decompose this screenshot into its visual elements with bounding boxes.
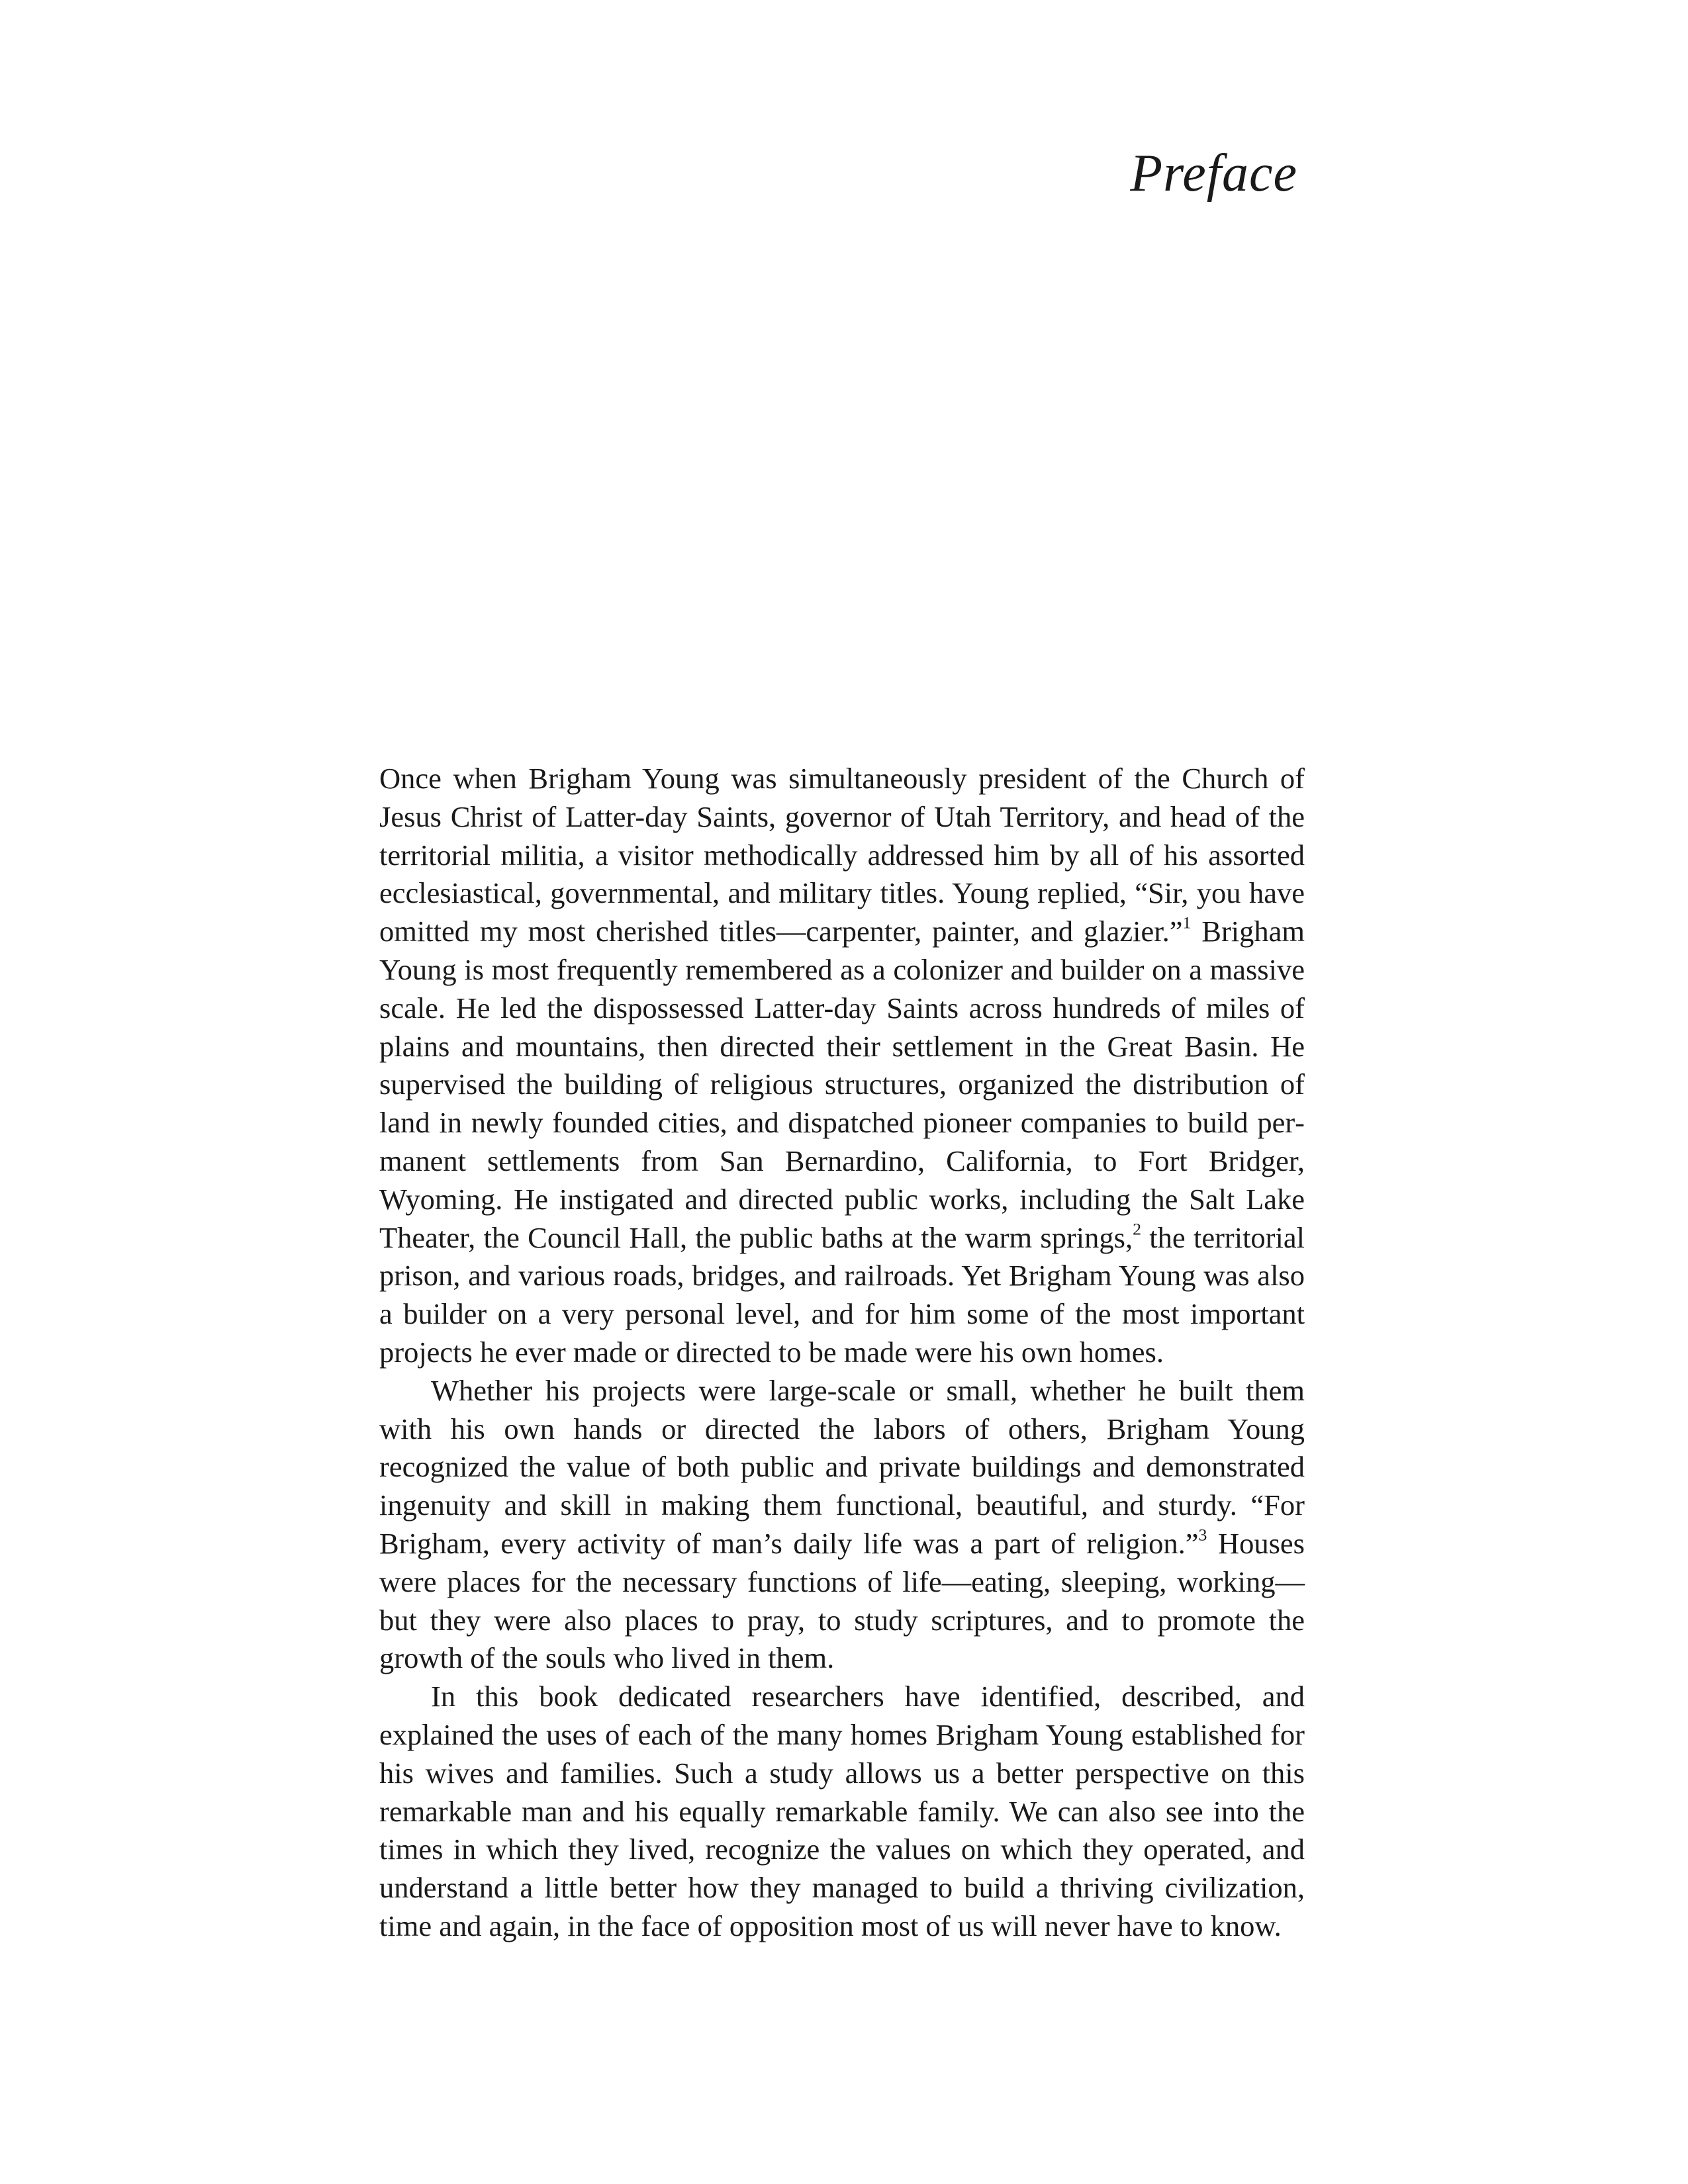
paragraph-3 bbox=[379, 1678, 1305, 1946]
text-run: Houses were places for the necessary functions of life—eating, sleeping, working—but they were also places to pray, to study scriptures, and to promote the growth of the souls who lived in them. bbox=[379, 1526, 1305, 1675]
paragraph-2 bbox=[379, 1372, 1305, 1678]
footnote-marker: 1 bbox=[1182, 913, 1192, 933]
footnote-marker: 2 bbox=[1133, 1219, 1142, 1239]
footnote-marker: 3 bbox=[1198, 1525, 1207, 1545]
chapter-title: Preface bbox=[1130, 144, 1297, 203]
text-run: Once when Brigham Young was simultaneously president of the Church of Jesus Christ of Latter-day Saints, governor of Utah Territory, and head of the territorial militia, a visitor methodically addressed him by all of his assorted ecclesiastical, governmental, and military titles. Young replied, “Sir, you have omitted my most cherished titles—carpenter, painter, and glazier.” bbox=[379, 762, 1305, 948]
text-run: the territorial prison, and various roads, bridges, and railroads. Yet Brigham Young was also a builder on a very personal level, and for him some of the most important projects he ever made or directed to be made were his own homes. bbox=[379, 1220, 1305, 1369]
text-run: In this book dedicated researchers have identified, described, and explained the uses of each of the many homes Brigham Young established for his wives and families. Such a study allows us a better perspective on this remarkable man and his equally remarkable family. We can also see into the times in which they lived, recognize the values on which they operated, and understand a little better how they managed to build a thriving civilization, time and again, in the face of opposition most of us will never have to know. bbox=[379, 1680, 1305, 1942]
paragraph-1 bbox=[379, 760, 1305, 1372]
body-text bbox=[379, 760, 1305, 1946]
text-run: Whether his projects were large-scale or small, whether he built them with his own hands or directed the labors of others, Brigham Young recognized the value of both public and private buildings and demonstrated ingenuity and skill in making them functional, beautiful, and sturdy. “For Brigham, every activity of man’s daily life was a part of religion.” bbox=[379, 1373, 1305, 1560]
text-run: Brigham Young is most frequently remembered as a colonizer and builder on a massive scale. He led the dispossessed Latter-day Saints across hundreds of miles of plains and mountains, then directed their settlement in the Great Basin. He supervised the building of religious structures, organized the distribution of land in newly founded cities, and dispatched pioneer companies to build permanent settlements from San Bernardino, California, to Fort Bridger, Wyoming. He instigated and directed public works, including the Salt Lake Theater, the Council Hall, the public baths at the warm springs, bbox=[379, 915, 1305, 1254]
